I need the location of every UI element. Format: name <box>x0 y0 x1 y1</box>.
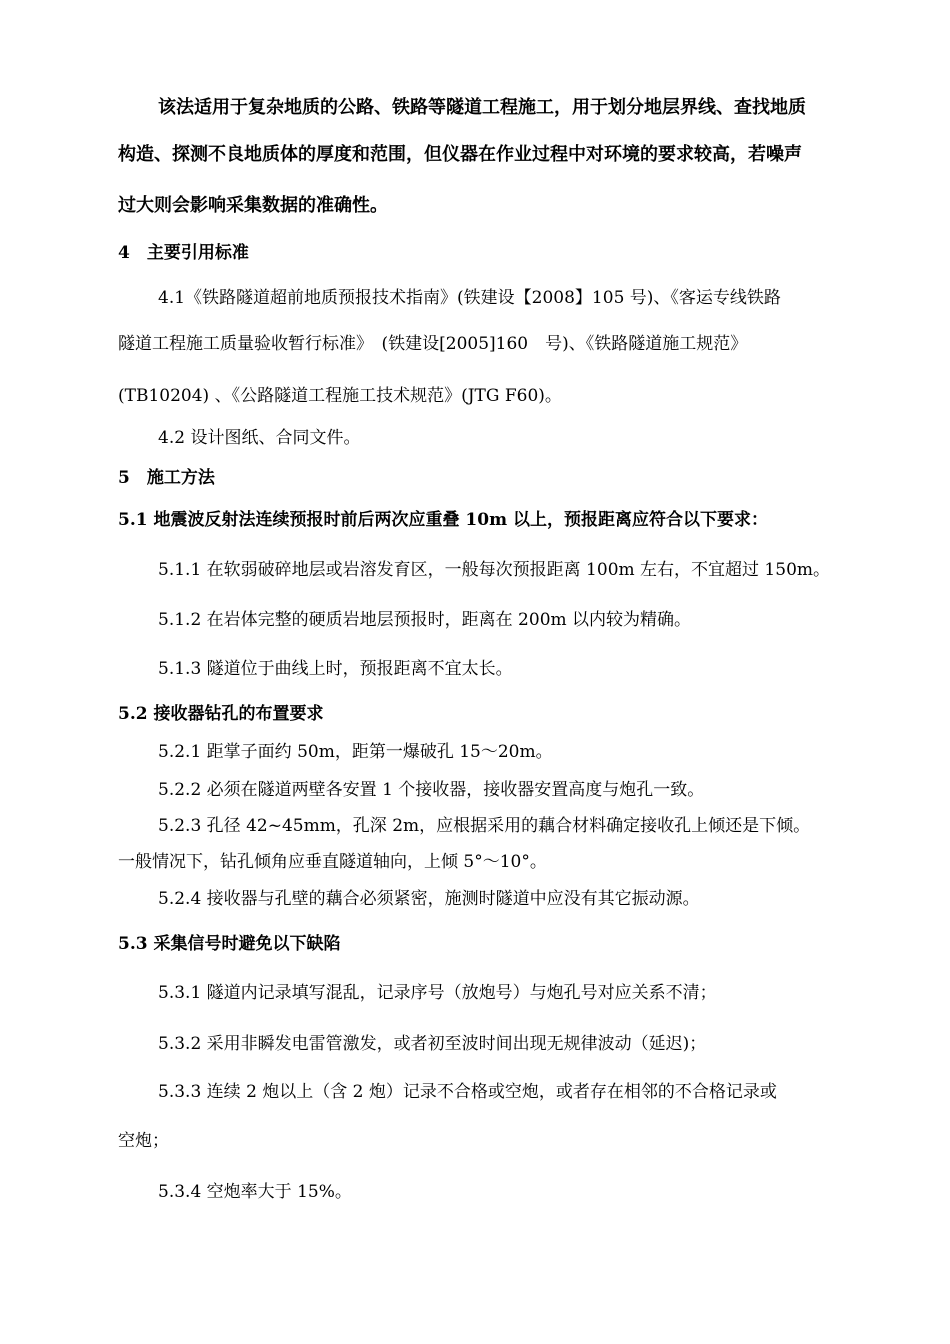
clause-4-1-line-3: (TB10204) 、《公路隧道工程施工技术规范》(JTG F60)。 <box>118 386 562 406</box>
intro-line-3: 过大则会影响采集数据的准确性。 <box>118 195 388 216</box>
section-5-heading: 5 施工方法 <box>118 468 215 488</box>
clause-5-1-2: 5.1.2 在岩体完整的硬质岩地层预报时，距离在 200m 以内较为精确。 <box>158 610 692 630</box>
clause-5-2-2: 5.2.2 必须在隧道两壁各安置 1 个接收器，接收器安置高度与炮孔一致。 <box>158 780 705 800</box>
clause-5-3-3-line-1: 5.3.3 连续 2 炮以上（含 2 炮）记录不合格或空炮，或者存在相邻的不合格记录或 <box>158 1082 777 1102</box>
intro-line-2: 构造、探测不良地质体的厚度和范围，但仪器在作业过程中对环境的要求较高，若噪声 <box>118 144 802 165</box>
clause-5-3-1: 5.3.1 隧道内记录填写混乱，记录序号（放炮号）与炮孔号对应关系不清； <box>158 983 717 1003</box>
clause-5-2-3-line-1: 5.2.3 孔径 42~45mm，孔深 2m，应根据采用的藕合材料确定接收孔上倾还是下倾。 <box>158 816 811 836</box>
clause-5-2-4: 5.2.4 接收器与孔壁的藕合必须紧密，施测时隧道中应没有其它振动源。 <box>158 889 700 909</box>
clause-4-1-line-1: 4.1《铁路隧道超前地质预报技术指南》(铁建设【2008】105 号)、《客运专线铁路 <box>158 288 781 308</box>
clause-5-3-3-line-2: 空炮； <box>118 1131 169 1151</box>
clause-5-2-1: 5.2.1 距掌子面约 50m，距第一爆破孔 15～20m。 <box>158 742 553 762</box>
clause-4-2: 4.2 设计图纸、合同文件。 <box>158 428 361 448</box>
clause-5-3-heading: 5.3 采集信号时避免以下缺陷 <box>118 934 341 954</box>
intro-line-1: 该法适用于复杂地质的公路、铁路等隧道工程施工，用于划分地层界线、查找地质 <box>158 97 806 118</box>
section-4-heading: 4 主要引用标准 <box>118 243 249 263</box>
clause-5-2-heading: 5.2 接收器钻孔的布置要求 <box>118 704 324 724</box>
clause-5-1-1: 5.1.1 在软弱破碎地层或岩溶发育区，一般每次预报距离 100m 左右，不宜超过 150m。 <box>158 560 831 580</box>
clause-5-1-3: 5.1.3 隧道位于曲线上时，预报距离不宜太长。 <box>158 659 513 679</box>
clause-5-1-heading: 5.1 地震波反射法连续预报时前后两次应重叠 10m 以上，预报距离应符合以下要求： <box>118 510 768 530</box>
clause-5-3-4: 5.3.4 空炮率大于 15%。 <box>158 1182 352 1202</box>
clause-5-3-2: 5.3.2 采用非瞬发电雷管激发，或者初至波时间出现无规律波动（延迟)； <box>158 1034 707 1054</box>
clause-4-1-line-2: 隧道工程施工质量验收暂行标准》 (铁建设[2005]160 号)、《铁路隧道施工规范》 <box>118 334 748 354</box>
clause-5-2-3-line-2: 一般情况下，钻孔倾角应垂直隧道轴向，上倾 5°～10°。 <box>118 852 547 872</box>
